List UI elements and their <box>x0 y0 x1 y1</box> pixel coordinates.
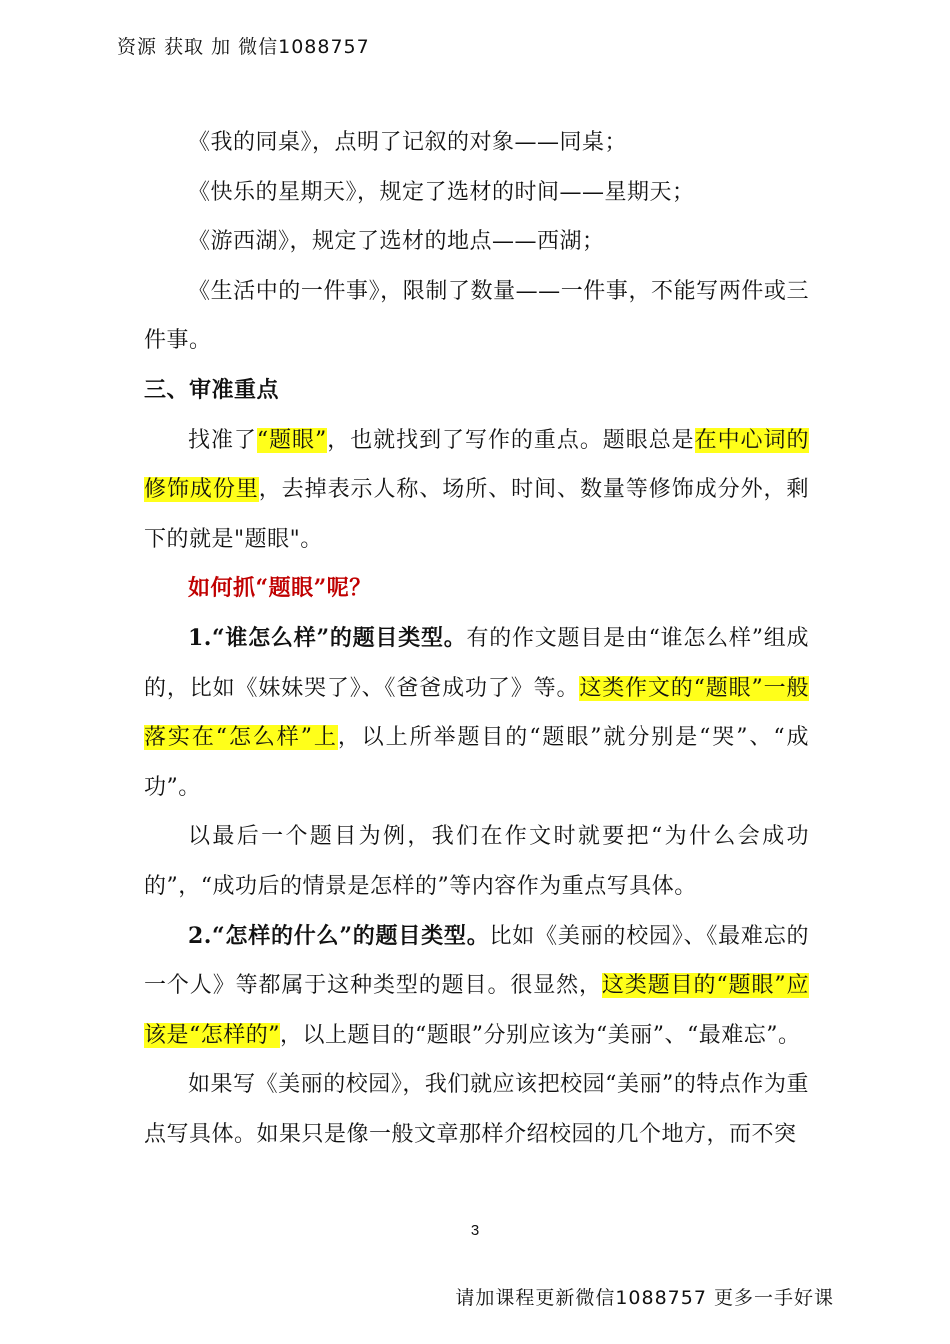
section-heading: 三、审准重点 <box>144 376 280 403</box>
highlighted-text: “题眼” <box>256 427 327 453</box>
example-line-4: 《生活中的一件事》，限制了数量——一件事，不能写两件或三件事。 <box>144 278 809 354</box>
item-2-example-paragraph: 如果写《美丽的校园》，我们就应该把校园“美丽”的特点作为重点写具体。如果只是像一般文章那样介绍校园的几个地方，而不突 <box>144 1072 809 1147</box>
text-run: 比如《美丽的校园》、《最难忘的一个人》等都属于这种类型的题目。很显然， <box>144 923 809 999</box>
page-number: 3 <box>470 1222 480 1239</box>
item-1-paragraph <box>144 614 809 812</box>
text-run: 找准了 <box>188 427 257 453</box>
red-subheading: 如何抓“题眼”呢？ <box>188 575 372 602</box>
page-header: 资源 获取 加 微信1088757 <box>117 36 370 58</box>
tiyan-paragraph <box>144 416 809 565</box>
item-2-title: 2.“怎样的什么”的题目类型。 <box>188 922 490 949</box>
example-line-2: 《快乐的星期天》，规定了选材的时间——星期天； <box>188 179 695 205</box>
highlighted-text: 这类题目的“题眼”应该是“怎样的” <box>144 973 809 1048</box>
item-1-example-paragraph: 以最后一个题目为例，我们在作文时就要把“为什么会成功的”，“成功后的情景是怎样的”等内容作为重点写具体。 <box>144 824 809 899</box>
text-run: ，去掉表示人称、场所、时间、数量等修饰成分外，剩下的就是"题眼"。 <box>144 477 809 552</box>
page-footer: 请加课程更新微信1088757 更多一手好课 <box>455 1287 834 1309</box>
item-2-paragraph <box>144 912 809 1061</box>
document-body <box>144 118 809 1159</box>
text-run: ，以上所举题目的“题眼”就分别是“哭”、“成功”。 <box>144 725 809 800</box>
text-run: 有的作文题目是由“谁怎么样”组成的，比如《妹妹哭了》、《爸爸成功了》等。 <box>144 625 809 701</box>
text-run: ，也就找到了写作的重点。题眼总是 <box>326 427 695 453</box>
highlighted-text: 在中心词的修饰成份里 <box>144 427 809 503</box>
highlighted-text: 这类作文的“题眼”一般落实在“怎么样”上 <box>144 675 809 751</box>
example-line-3: 《游西湖》，规定了选材的地点——西湖； <box>188 229 605 255</box>
example-line-1: 《我的同桌》，点明了记叙的对象——同桌； <box>188 130 628 155</box>
item-1-title: 1.“谁怎么样”的题目类型。 <box>188 624 467 651</box>
text-run: ，以上题目的“题眼”分别应该为“美丽”、“最难忘”。 <box>280 1022 801 1048</box>
